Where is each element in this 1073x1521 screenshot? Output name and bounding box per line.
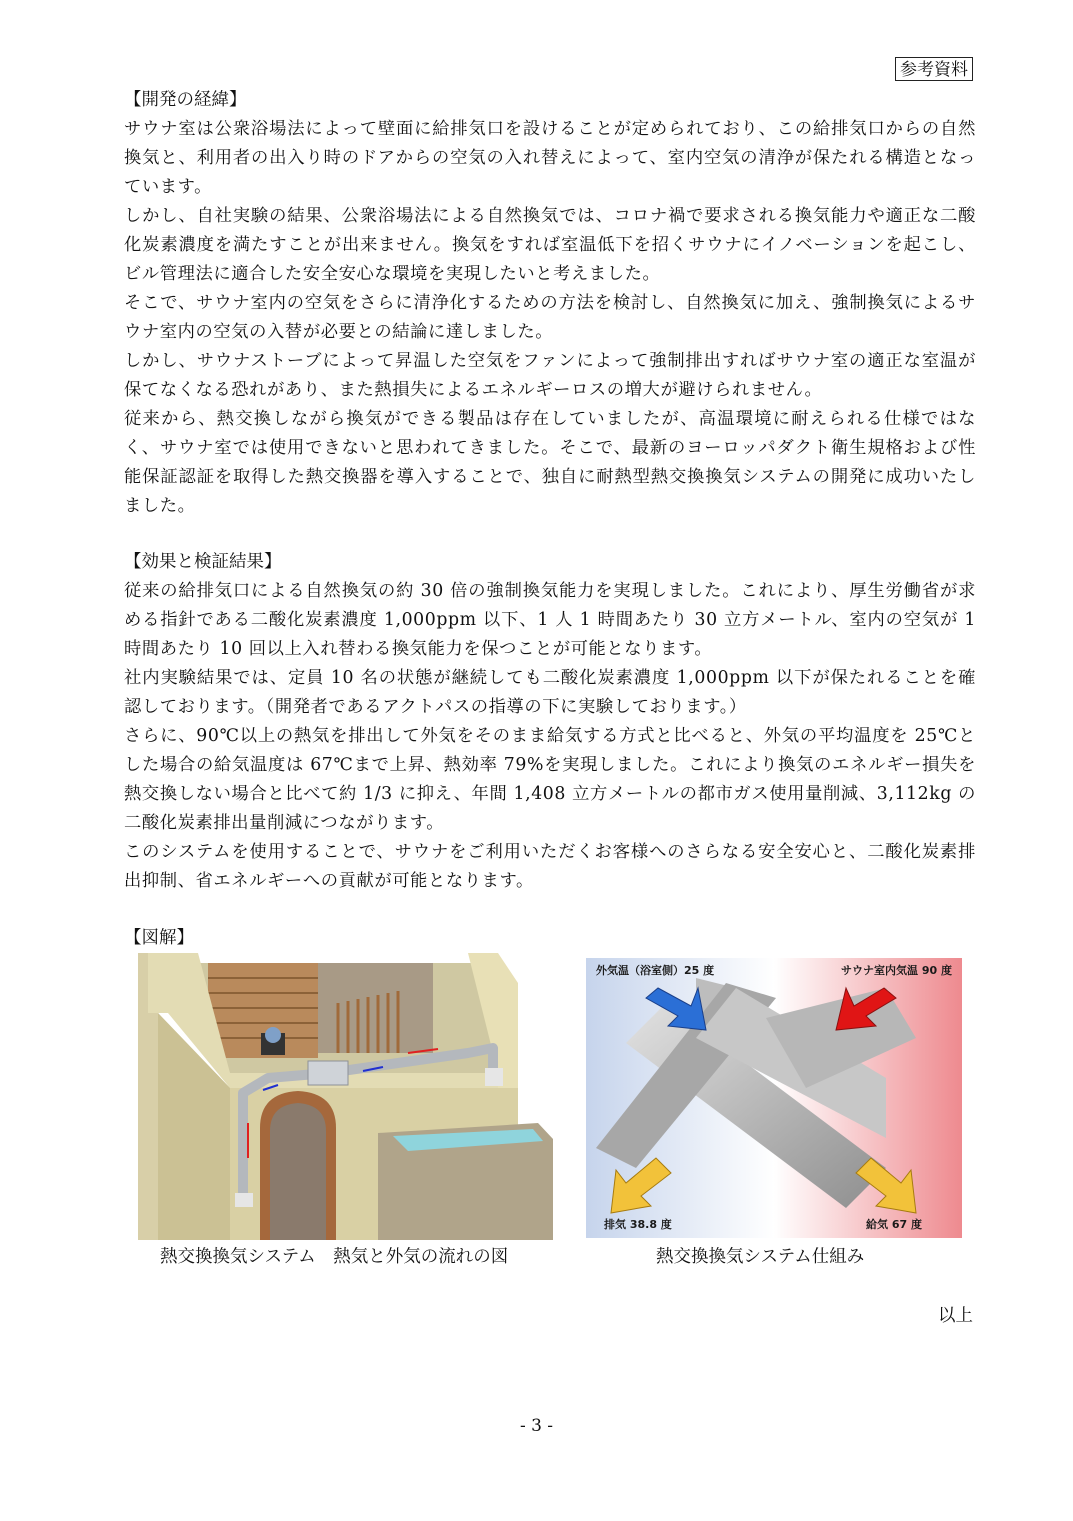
label-sauna-temp: サウナ室内気温 90 度: [841, 964, 952, 977]
section-development-background: [124, 86, 976, 521]
sauna-airflow-illustration: [138, 953, 554, 1240]
section-heading: 【図解】: [124, 928, 194, 948]
closing-mark: 以上: [938, 1306, 973, 1326]
paragraph: 従来の給排気口による自然換気の約 30 倍の強制換気能力を実現しました。これにより、厚生労働省が求める指針である二酸化炭素濃度 1,000ppm 以下、1 人 1 時間あたり 30 立方メートル、室内の空気が 1 時間あたり 10 回以上入れ替わる換気能力を保つことが可能となります。: [124, 581, 976, 659]
paragraph: しかし、自社実験の結果、公衆浴場法による自然換気では、コロナ禍で要求される換気能力や適正な二酸化炭素濃度を満たすことが出来ません。換気をすれば室温低下を招くサウナにイノベーションを起こし、ビル管理法に適合した安全安心な環境を実現したいと考えました。: [124, 206, 976, 284]
reference-label: 参考資料: [895, 57, 973, 81]
figure-right-caption: 熱交換換気システム仕組み: [656, 1247, 865, 1267]
paragraph: 社内実験結果では、定員 10 名の状態が継続しても二酸化炭素濃度 1,000ppm 以下が保たれることを確認しております。（開発者であるアクトパスの指導の下に実験しております。）: [124, 668, 976, 717]
section-effects-results: [124, 548, 976, 896]
page-number: - 3 -: [519, 1416, 554, 1436]
figure-left-caption: 熱交換換気システム 熱気と外気の流れの図: [160, 1247, 509, 1267]
section-heading: 【開発の経緯】: [124, 90, 247, 110]
section-heading: 【効果と検証結果】: [124, 552, 282, 572]
label-outside-temp: 外気温（浴室側）25 度: [596, 964, 715, 977]
paragraph: 従来から、熱交換しながら換気ができる製品は存在していましたが、高温環境に耐えられる仕様ではなく、サウナ室では使用できないと思われてきました。そこで、最新のヨーロッパダクト衛生規格および性能保証認証を取得した熱交換器を導入することで、独自に耐熱型熱交換換気システムの開発に成功いたしました。: [124, 409, 976, 516]
section-diagram: [124, 924, 976, 953]
paragraph: そこで、サウナ室内の空気をさらに清浄化するための方法を検討し、自然換気に加え、強制換気によるサウナ室内の空気の入替が必要との結論に達しました。: [124, 293, 976, 342]
paragraph: さらに、90℃以上の熱気を排出して外気をそのまま給気する方式と比べると、外気の平均温度を 25℃とした場合の給気温度は 67℃まで上昇、熱効率 79%を実現しました。これにより換気のエネルギー損失を熱交換しない場合と比べて約 1/3 に抑え、年間 1,408 立方メートルの都市ガス使用量削減、3,112kg の二酸化炭素排出量削減につながります。: [124, 726, 976, 833]
paragraph: このシステムを使用することで、サウナをご利用いただくお客様へのさらなる安全安心と、二酸化炭素排出抑制、省エネルギーへの貢献が可能となります。: [124, 842, 976, 891]
paragraph: サウナ室は公衆浴場法によって壁面に給排気口を設けることが定められており、この給排気口からの自然換気と、利用者の出入り時のドアからの空気の入れ替えによって、室内空気の清浄が保たれる構造となっています。: [124, 119, 976, 197]
label-supply-temp: 給気 67 度: [866, 1218, 922, 1231]
label-exhaust-temp: 排気 38.8 度: [604, 1218, 672, 1231]
heat-exchanger-illustration: [586, 958, 962, 1238]
paragraph: しかし、サウナストーブによって昇温した空気をファンによって強制排出すればサウナ室の適正な室温が保てなくなる恐れがあり、また熱損失によるエネルギーロスの増大が避けられません。: [124, 351, 976, 400]
